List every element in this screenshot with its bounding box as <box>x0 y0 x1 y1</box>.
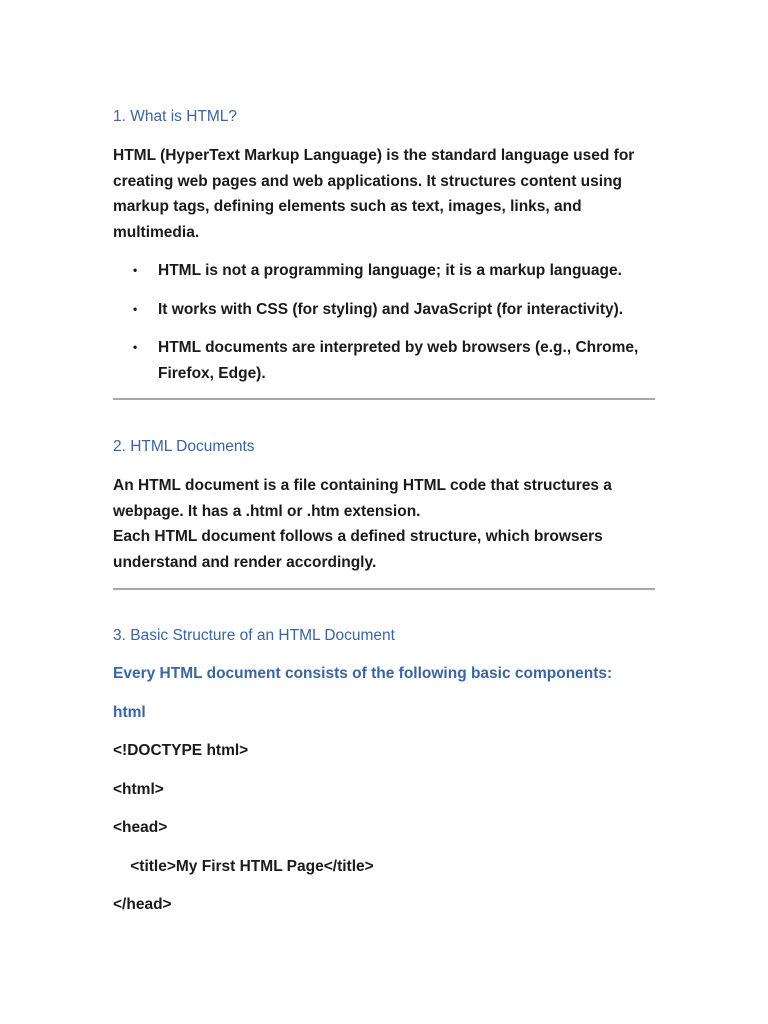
section-2-paragraph <box>113 473 673 575</box>
paragraph-line: understand and render accordingly. <box>113 553 377 571</box>
paragraph-line: multimedia. <box>113 223 200 241</box>
bullet-icon: • <box>133 301 138 316</box>
list-item <box>113 297 673 323</box>
section-heading-basic-structure: 3. Basic Structure of an HTML Document <box>113 627 395 644</box>
list-item-text: It works with CSS (for styling) and JavaScript (for interactivity). <box>158 300 624 318</box>
list-item-text-continued: Firefox, Edge). <box>158 364 266 382</box>
section-divider <box>113 398 655 400</box>
list-item-text: HTML is not a programming language; it is a markup language. <box>158 262 622 279</box>
code-line: </head> <box>113 896 172 913</box>
paragraph-line: markup tags, defining elements such as text, images, links, and <box>113 198 582 215</box>
section-1-bullet-list <box>113 258 673 386</box>
section-divider <box>113 588 655 590</box>
code-language-label: html <box>113 704 146 721</box>
section-heading-what-is-html: 1. What is HTML? <box>113 108 238 125</box>
bullet-icon: • <box>133 340 138 354</box>
section-subheading: Every HTML document consists of the following basic components: <box>113 665 613 682</box>
paragraph-line: An HTML document is a file containing HTML code that structures a <box>113 477 612 494</box>
bullet-icon: • <box>133 263 138 277</box>
list-item <box>113 335 673 386</box>
code-line: <title>My First HTML Page</title> <box>113 857 374 875</box>
code-line: <head> <box>113 819 168 836</box>
paragraph-line: Each HTML document follows a defined structure, which browsers <box>113 528 603 545</box>
code-line: <!DOCTYPE html> <box>113 742 249 759</box>
paragraph-line: HTML (HyperText Markup Language) is the standard language used for <box>113 147 635 164</box>
paragraph-line: creating web pages and web applications. It structures content using <box>113 172 623 190</box>
list-item-text: HTML documents are interpreted by web browsers (e.g., Chrome, <box>158 339 639 356</box>
section-heading-html-documents: 2. HTML Documents <box>113 438 255 455</box>
code-example <box>113 741 673 915</box>
list-item <box>113 258 673 284</box>
paragraph-line: webpage. It has a .html or .htm extension. <box>113 502 421 520</box>
section-1-paragraph <box>113 143 673 245</box>
code-line: <html> <box>113 780 164 798</box>
